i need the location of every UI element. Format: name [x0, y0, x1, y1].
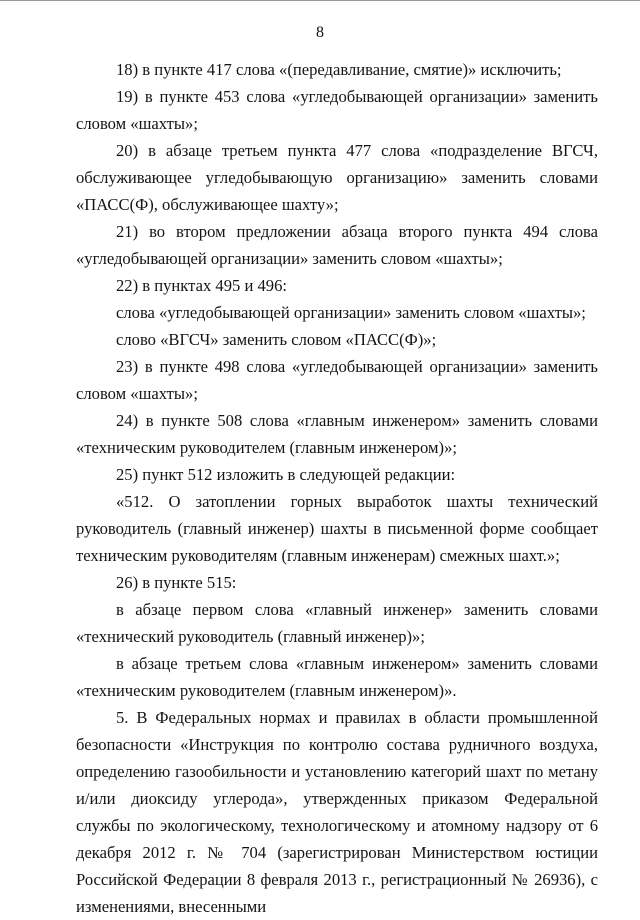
- paragraph-item-22-sub-2: слово «ВГСЧ» заменить словом «ПАСС(Ф)»;: [116, 330, 437, 349]
- paragraph-item-22-sub-1: слова «угледобывающей организации» заменить словом «шахты»;: [116, 303, 586, 322]
- paragraph-item-26: 26) в пункте 515:: [116, 573, 237, 592]
- paragraph-item-23: 23) в пункте 498 слова «угледобывающей организации» заменить словом «шахты»;: [76, 357, 598, 403]
- paragraph-item-26-sub-2: в абзаце третьем слова «главным инженером» заменить словами «техническим руководителем (главным инженером)».: [76, 654, 598, 700]
- paragraph-item-19: 19) в пункте 453 слова «угледобывающей организации» заменить словом «шахты»;: [76, 87, 598, 133]
- paragraph-item-22: 22) в пунктах 495 и 496:: [116, 276, 287, 295]
- paragraph-item-26-sub-1: в абзаце первом слова «главный инженер» заменить словами «технический руководитель (главный инженер)»;: [76, 600, 598, 646]
- document-body: [76, 56, 598, 920]
- paragraph-item-21: 21) во втором предложении абзаца второго пункта 494 слова «угледобывающей организации» заменить словом «шахты»;: [76, 222, 598, 268]
- page-number: 8: [316, 24, 324, 41]
- paragraph-item-20: 20) в абзаце третьем пункта 477 слова «подразделение ВГСЧ, обслуживающее угледобывающую организацию» заменить словами «ПАСС(Ф), обслуживающее шахту»;: [76, 141, 598, 214]
- paragraph-item-24: 24) в пункте 508 слова «главным инженером» заменить словами «техническим руководителем (главным инженером)»;: [76, 411, 598, 457]
- paragraph-item-25-quote: «512. О затоплении горных выработок шахты технический руководитель (главный инженер) шахты в письменной форме сообщает техническим руководителям (главным инженерам) смежных шахт.»;: [76, 492, 598, 565]
- paragraph-item-18: 18) в пункте 417 слова «(передавливание, смятие)» исключить;: [116, 60, 562, 79]
- paragraph-section-5: 5. В Федеральных нормах и правилах в области промышленной безопасности «Инструкция по контролю состава рудничного воздуха, определению газообильности и установлению категорий шахт по метану и/или диоксиду углерода», утвержденных приказом Федеральной службы по экологическому, технологическому и атомному надзору от 6 декабря 2012 г. № 704 (зарегистрирован Министерством юстиции Российской Федерации 8 февраля 2013 г., регистрационный № 26936), с изменениями, внесенными: [76, 708, 598, 916]
- page-top-edge: [0, 0, 640, 1]
- paragraph-item-25: 25) пункт 512 изложить в следующей редакции:: [116, 465, 456, 484]
